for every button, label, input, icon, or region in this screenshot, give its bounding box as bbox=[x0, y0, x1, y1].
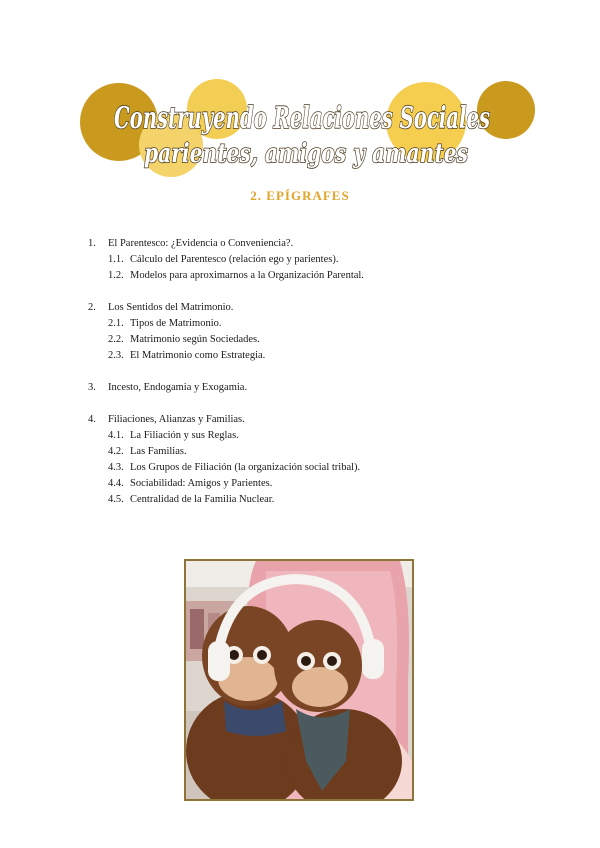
toc-subitem bbox=[88, 348, 528, 364]
toc-subitem-label: Sociabilidad: Amigos y Parientes. bbox=[130, 478, 273, 489]
toc-subitem bbox=[88, 316, 528, 332]
toc-subitem-number: 4.1. bbox=[108, 430, 124, 441]
page-title-line2: parientes, amigos y amantes bbox=[144, 139, 469, 169]
toc-subitem-number: 2.3. bbox=[108, 350, 124, 361]
toc-subitem-label: Cálculo del Parentesco (relación ego y parientes). bbox=[130, 254, 339, 265]
toc-item-number: 4. bbox=[88, 414, 96, 425]
toc-subitem-label: Modelos para aproximarnos a la Organización Parental. bbox=[130, 270, 364, 281]
toc-subitem bbox=[88, 252, 528, 268]
page-title-line1: Construyendo Relaciones Sociales bbox=[114, 101, 491, 136]
toc-item-label: Los Sentidos del Matrimonio. bbox=[108, 302, 234, 313]
toc-subitem-label: Matrimonio según Sociedades. bbox=[130, 334, 260, 345]
toc-subitem-label: Centralidad de la Familia Nuclear. bbox=[130, 494, 275, 505]
photo-frame bbox=[184, 559, 414, 801]
toc-subitem bbox=[88, 460, 528, 476]
toc-subitem-number: 2.2. bbox=[108, 334, 124, 345]
toc-group bbox=[88, 380, 528, 396]
toc-subitem bbox=[88, 492, 528, 508]
title-banner bbox=[0, 0, 600, 190]
toc-item-number: 3. bbox=[88, 382, 96, 393]
toc-group bbox=[88, 412, 528, 508]
toc-subitem bbox=[88, 444, 528, 460]
toc-subitem-label: Los Grupos de Filiación (la organización social tribal). bbox=[130, 462, 361, 473]
toc-subitem-number: 4.2. bbox=[108, 446, 124, 457]
toc-subitem-number: 1.1. bbox=[108, 254, 124, 265]
toc-item-label: Incesto, Endogamia y Exogamia. bbox=[108, 382, 248, 393]
toc-subitem-number: 4.3. bbox=[108, 462, 124, 473]
toc-item-number: 1. bbox=[88, 238, 96, 249]
toc-subitem bbox=[88, 268, 528, 284]
toc-item bbox=[88, 412, 528, 428]
toc-item bbox=[88, 236, 528, 252]
title-lettering bbox=[0, 0, 600, 190]
toc-subitem-number: 4.5. bbox=[108, 494, 124, 505]
section-heading: 2. EPÍGRAFES bbox=[250, 188, 350, 203]
toc-item-label: Filiaciones, Alianzas y Familias. bbox=[108, 414, 245, 425]
toc-item bbox=[88, 300, 528, 316]
orangutan-plush-photo-icon bbox=[186, 561, 412, 799]
toc-subitem-number: 2.1. bbox=[108, 318, 124, 329]
toc-subitem-label: Tipos de Matrimonio. bbox=[130, 318, 222, 329]
toc-subitem-number: 1.2. bbox=[108, 270, 124, 281]
toc-subitem-label: Las Familias. bbox=[130, 446, 187, 457]
toc-item bbox=[88, 380, 528, 396]
toc-group bbox=[88, 300, 528, 364]
toc-item-number: 2. bbox=[88, 302, 96, 313]
toc-subitem-number: 4.4. bbox=[108, 478, 124, 489]
table-of-contents bbox=[88, 236, 528, 524]
toc-item-label: El Parentesco: ¿Evidencia o Conveniencia?. bbox=[108, 238, 294, 249]
toc-subitem bbox=[88, 476, 528, 492]
toc-subitem-label: La Filiación y sus Reglas. bbox=[130, 430, 239, 441]
toc-subitem bbox=[88, 428, 528, 444]
toc-group bbox=[88, 236, 528, 284]
toc-subitem bbox=[88, 332, 528, 348]
toc-subitem-label: El Matrimonio como Estrategia. bbox=[130, 350, 266, 361]
